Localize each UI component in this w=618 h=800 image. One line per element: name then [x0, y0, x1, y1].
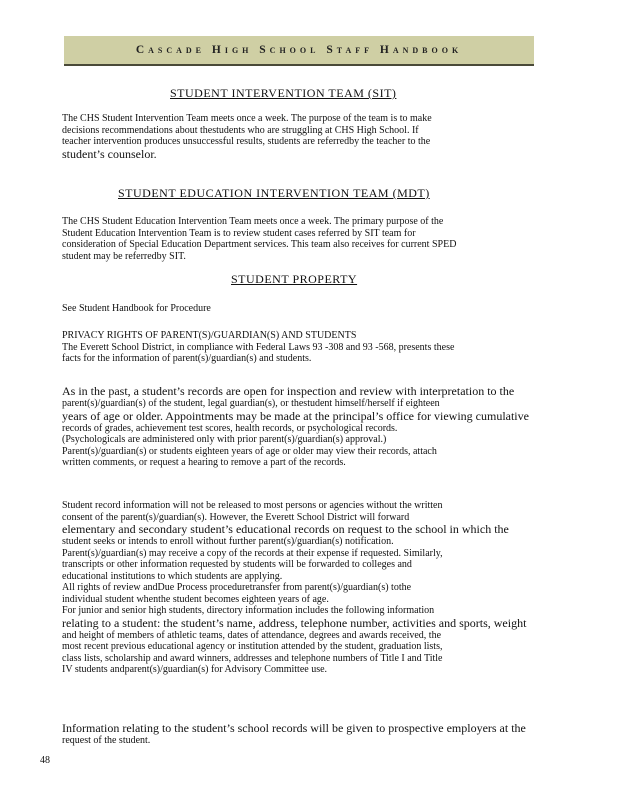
text-line: most recent previous educational agency or institution attended by the student, graduation lists,: [62, 641, 443, 652]
employer-paragraph: [62, 722, 536, 747]
page-number: 48: [40, 755, 50, 766]
text-line: individual student whenthe student becomes eighteen years of age.: [62, 593, 329, 605]
text-line: Student Education Intervention Team is to review student cases referred by SIT team for: [62, 227, 416, 239]
text-line: relating to a student: the student’s name, address, telephone number, activities and sports, weight: [62, 616, 527, 630]
text-line: For junior and senior high students, directory information includes the following information: [62, 605, 435, 616]
text-line: educational institutions to which students are applying.: [62, 570, 283, 582]
text-line: The CHS Student Intervention Team meets once a week. The purpose of the team is to make: [62, 113, 432, 124]
text-line: As in the past, a student’s records are open for inspection and review with interpretation to the: [62, 385, 515, 398]
text-line: and height of members of athletic teams, dates of attendance, degrees and awards received, the: [62, 629, 442, 641]
text-line: years of age or older. Appointments may be made at the principal’s office for viewing cumulative: [62, 409, 529, 423]
text-line: consent of the parent(s)/guardian(s). However, the Everett School District will forward: [62, 511, 410, 523]
text-line: student may be referredby SIT.: [62, 250, 186, 262]
privacy-heading: PRIVACY RIGHTS OF PARENT(S)/GUARDIAN(S) AND STUDENTS: [62, 330, 357, 341]
text-line: consideration of Special Education Department services. This team also receives for current SPED: [62, 239, 457, 250]
text-line: IV students andparent(s)/guardian(s) for Advisory Committee use.: [62, 664, 328, 675]
text-line: teacher intervention produces unsuccessful results, students are referredby the teacher to the: [62, 136, 431, 147]
text-line: student seeks or intends to enroll without further parent(s)/guardian(s) notification.: [62, 536, 394, 547]
handbook-header-banner: [64, 36, 534, 66]
text-line: (Psychologicals are administered only with prior parent(s)/guardian(s) approval.): [62, 434, 387, 445]
text-line: student’s counselor.: [62, 147, 157, 161]
text-line: decisions recommendations about thestudents who are struggling at CHS High School. If: [62, 124, 419, 136]
sit-heading: STUDENT INTERVENTION TEAM (SIT): [170, 86, 397, 100]
text-line: Parent(s)/guardian(s) may receive a copy of the records at their expense if requested. Similarly,: [62, 547, 443, 559]
text-line: class lists, scholarship and award winners, addresses and telephone numbers of Title I and Title: [62, 652, 443, 664]
text-line: See Student Handbook for Procedure: [62, 303, 211, 314]
text-line: elementary and secondary student’s educational records on request to the school in which the: [62, 523, 509, 536]
sit-paragraph: [62, 113, 536, 161]
mdt-heading: STUDENT EDUCATION INTERVENTION TEAM (MDT): [118, 186, 430, 200]
text-line: records of grades, achievement test scores, health records, or psychological records.: [62, 422, 398, 434]
text-line: facts for the information of parent(s)/guardian(s) and students.: [62, 353, 312, 364]
text-line: request of the student.: [62, 735, 151, 746]
text-line: The Everett School District, in compliance with Federal Laws 93 -308 and 93 -568, presents these: [62, 341, 455, 353]
text-line: Student record information will not be released to most persons or agencies without the written: [62, 500, 443, 511]
text-line: All rights of review andDue Process proceduretransfer from parent(s)/guardian(s) tothe: [62, 582, 412, 593]
text-line: Information relating to the student’s school records will be given to prospective employers at the: [62, 722, 526, 735]
text-line: parent(s)/guardian(s) of the student, legal guardian(s), or thestudent himself/herself if eighteen: [62, 398, 440, 409]
handbook-title: Cascade High School Staff Handbook: [135, 44, 463, 56]
property-paragraph: [62, 303, 536, 315]
release-paragraph: [62, 500, 536, 676]
records-paragraph: [62, 385, 536, 469]
privacy-intro-paragraph: [62, 330, 536, 365]
text-line: Parent(s)/guardian(s) or students eighteen years of age or older may view their records, attach: [62, 445, 437, 457]
text-line: transcripts or other information requested by students will be forwarded to colleges and: [62, 559, 412, 570]
text-line: written comments, or request a hearing to remove a part of the records.: [62, 457, 346, 468]
property-heading: STUDENT PROPERTY: [231, 272, 358, 286]
text-line: The CHS Student Education Intervention Team meets once a week. The primary purpose of the: [62, 216, 444, 227]
mdt-paragraph: [62, 216, 536, 262]
